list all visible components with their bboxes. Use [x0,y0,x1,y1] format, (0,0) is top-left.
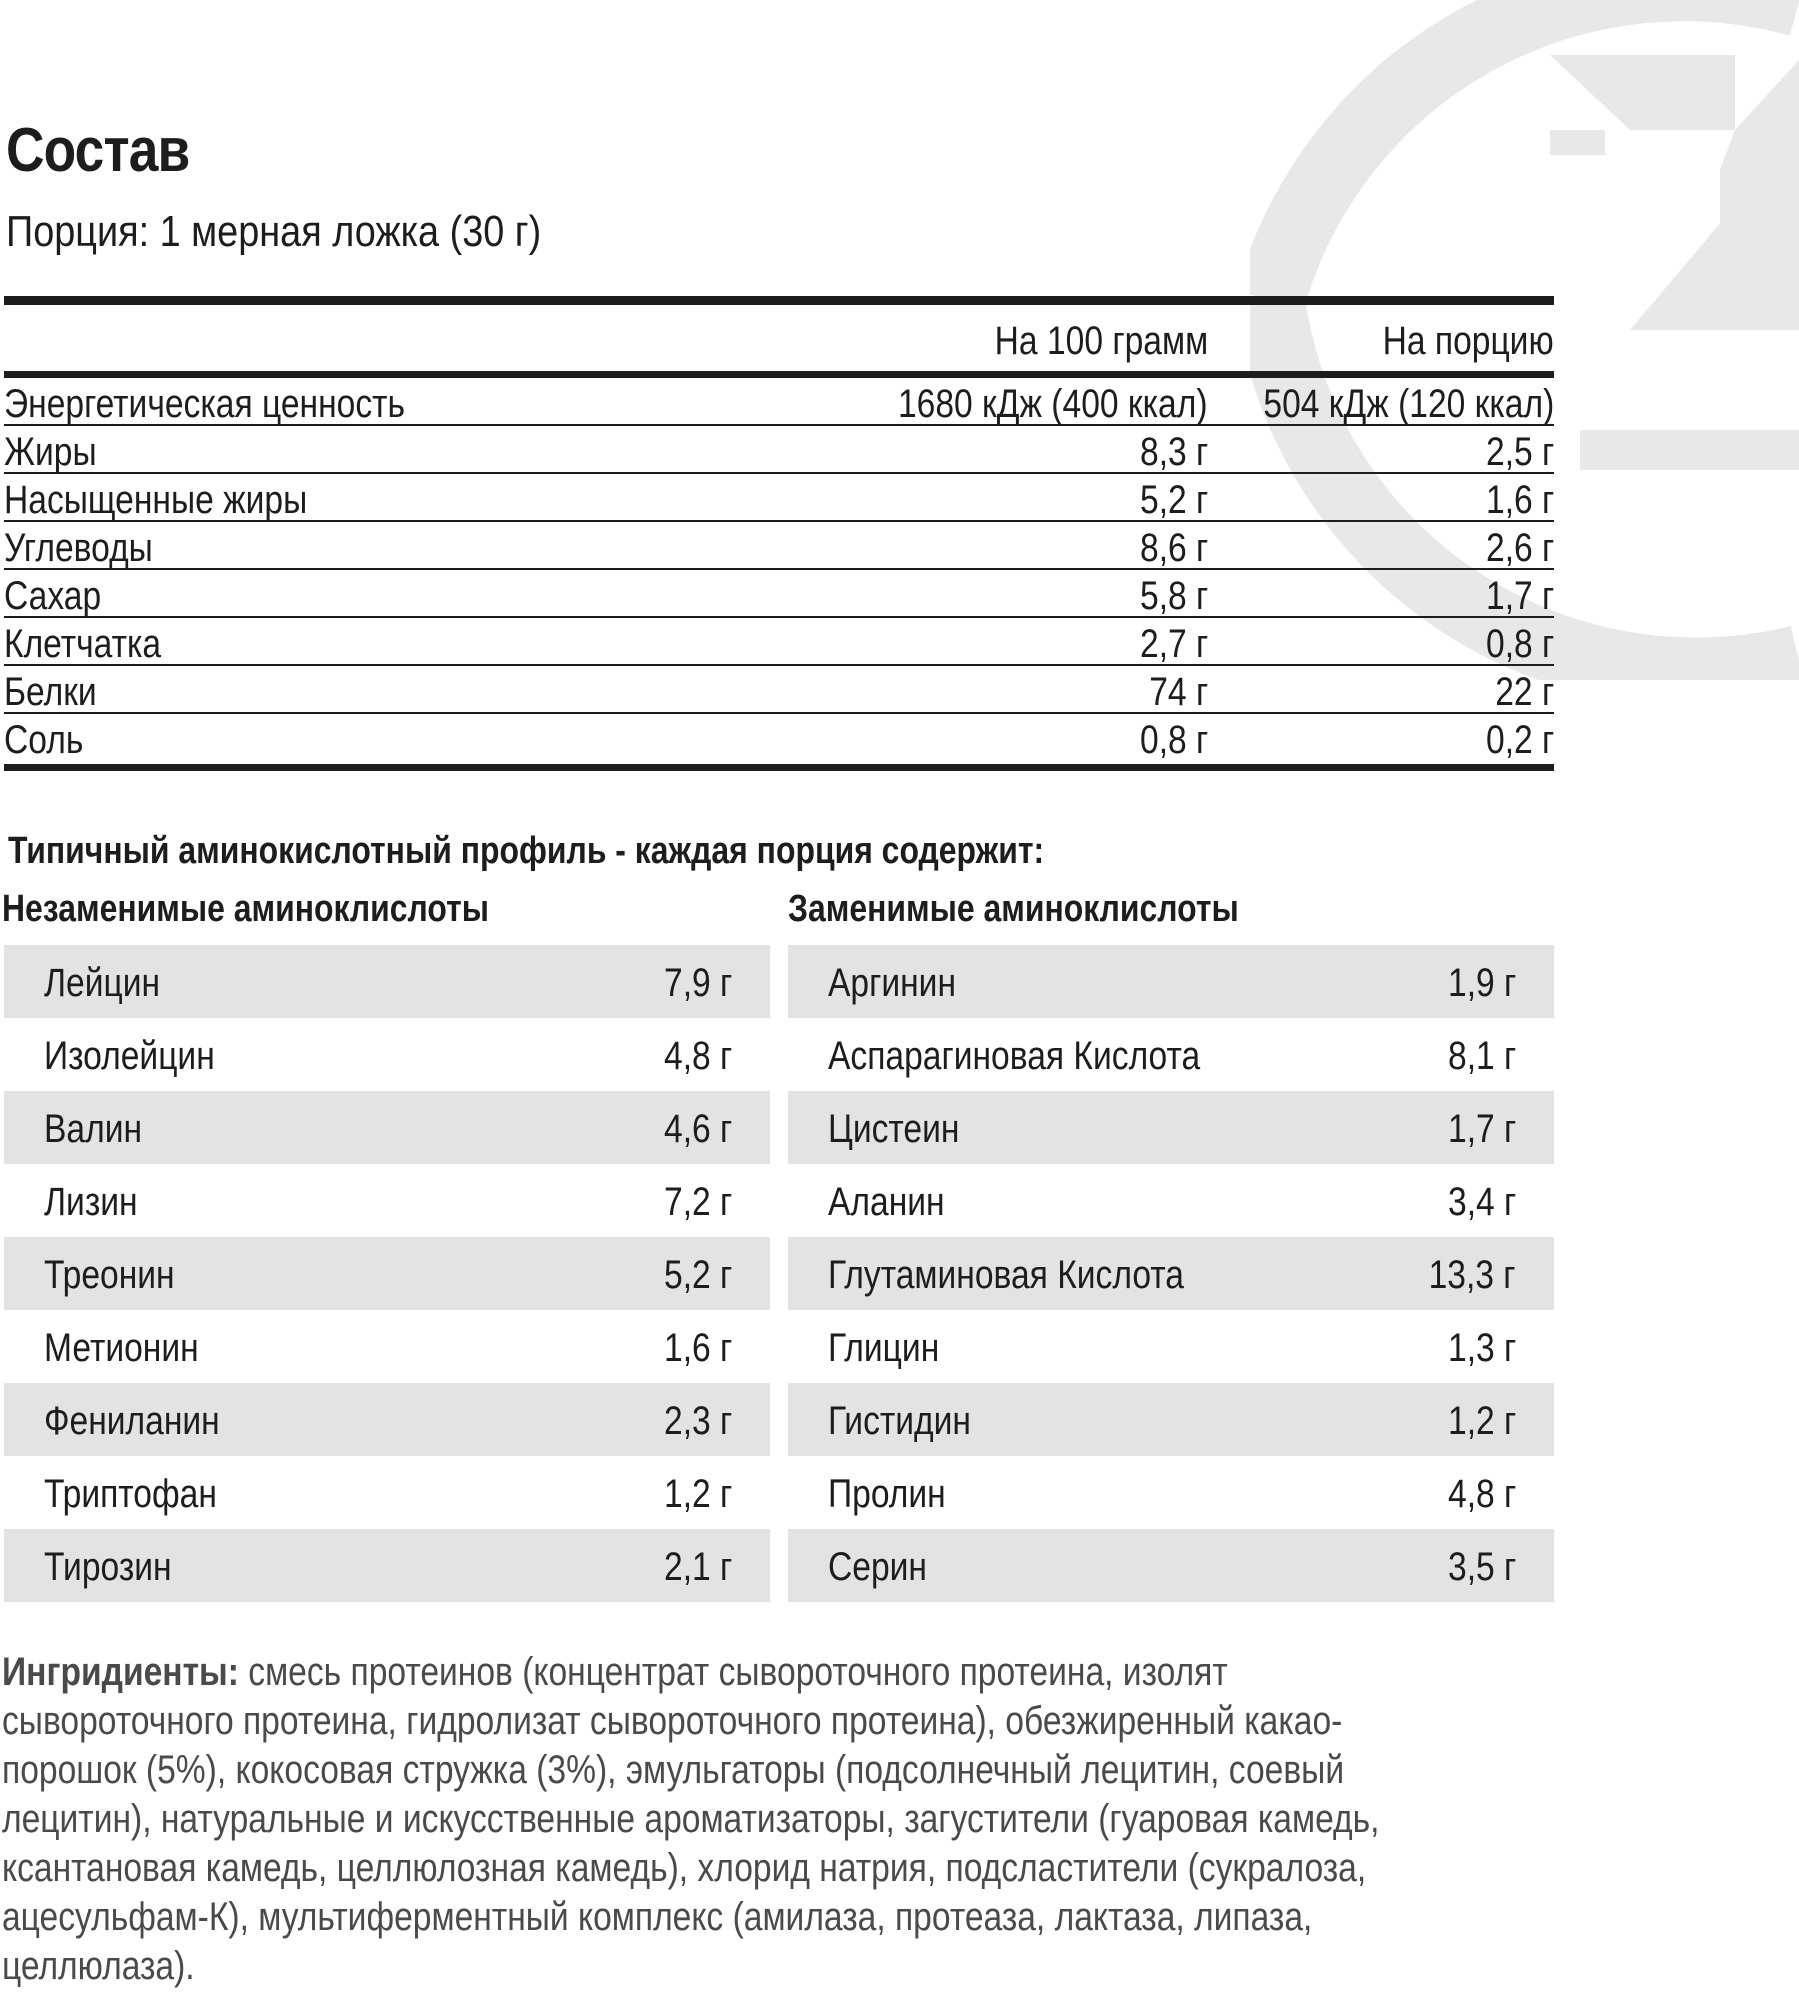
ingredients-text [2,1648,1430,1991]
amino-value: 7,2 г [663,1180,732,1224]
nutrition-row-fiber [4,618,1554,666]
amino-name: Аланин [828,1180,945,1224]
amino-value: 8,1 г [1447,1034,1516,1078]
amino-row [4,1091,770,1164]
nutrition-row-energy [4,378,1554,426]
nutrient-per-100g: 1680 кДж (400 ккал) [898,382,1208,426]
nutrient-per-100g: 8,6 г [1139,526,1208,570]
amino-value: 5,2 г [663,1253,732,1297]
nutrient-name: Насыщенные жиры [4,478,308,522]
amino-name: Фениланин [44,1399,220,1443]
ingredients-line: ксантановая камедь, целлюлозная камедь), хлорид натрия, подсластители (сукралоза, [2,1846,1367,1890]
amino-name: Валин [44,1107,143,1151]
amino-row [788,1091,1554,1164]
amino-row [4,1237,770,1310]
amino-row [788,945,1554,1018]
amino-value: 4,6 г [663,1107,732,1151]
essential-amino-heading: Незаменимые аминоклислоты [2,888,490,930]
nutrient-name: Углеводы [4,526,153,570]
essential-amino-table [4,945,770,1602]
amino-name: Метионин [44,1326,199,1370]
nonessential-amino-heading: Заменимые аминоклислоты [788,888,1239,930]
nutrient-per-serving: 22 г [1495,670,1554,714]
ingredients-line: смесь протеинов (концентрат сывороточного протеина, изолят [248,1650,1228,1694]
nutrient-per-serving: 2,6 г [1485,526,1554,570]
nutrient-per-serving: 1,7 г [1485,574,1554,618]
ingredients-label: Ингридиенты: [2,1650,239,1694]
amino-name: Серин [828,1545,927,1589]
amino-name: Пролин [828,1472,946,1516]
ingredients-line: порошок (5%), кокосовая стружка (3%), эмульгаторы (подсолнечный лецитин, соевый [2,1748,1345,1792]
nutrient-per-serving: 1,6 г [1485,478,1554,522]
amino-name: Цистеин [828,1107,960,1151]
table-top-rule [4,296,1554,305]
ingredients-line: сывороточного протеина, гидролизат сывороточного протеина), обезжиренный какао- [2,1699,1343,1743]
nutrition-row-salt [4,714,1554,771]
nutrition-row-protein [4,666,1554,714]
nutrition-row-fat [4,426,1554,474]
nutrition-table [4,296,1554,771]
amino-name: Треонин [44,1253,175,1297]
serving-size: Порция: 1 мерная ложка (30 г) [6,207,542,256]
amino-name: Аспарагиновая Кислота [828,1034,1201,1078]
nutrient-per-100g: 8,3 г [1139,430,1208,474]
amino-name: Лизин [44,1180,138,1224]
amino-name: Изолейцин [44,1034,215,1078]
amino-row [788,1164,1554,1237]
amino-row [4,1529,770,1602]
page-title: Состав [6,116,190,185]
amino-profile-title: Типичный аминокислотный профиль - каждая порция содержит: [8,830,1045,872]
nutrient-per-serving: 2,5 г [1485,430,1554,474]
amino-row [4,1018,770,1091]
amino-value: 3,5 г [1447,1545,1516,1589]
ingredients-line: целлюлаза). [2,1944,195,1988]
amino-row [4,945,770,1018]
nutrient-per-serving: 0,8 г [1485,622,1554,666]
nutrient-name: Соль [4,718,84,762]
amino-row [788,1018,1554,1091]
amino-name: Лейцин [44,961,161,1005]
nutrient-name: Энергетическая ценность [4,382,406,426]
amino-value: 7,9 г [663,961,732,1005]
amino-row [4,1456,770,1529]
amino-name: Триптофан [44,1472,217,1516]
nutrient-per-100g: 5,2 г [1139,478,1208,522]
amino-row [788,1456,1554,1529]
amino-value: 1,9 г [1447,961,1516,1005]
nonessential-amino-table [788,945,1554,1602]
amino-row [4,1310,770,1383]
amino-value: 1,2 г [1447,1399,1516,1443]
nutrient-per-100g: 74 г [1149,670,1208,714]
nutrition-row-saturated-fat [4,474,1554,522]
amino-value: 4,8 г [663,1034,732,1078]
header-per-100g: На 100 грамм [994,319,1208,363]
amino-name: Гистидин [828,1399,971,1443]
amino-name: Аргинин [828,961,957,1005]
nutrient-name: Клетчатка [4,622,162,666]
nutrient-name: Жиры [4,430,97,474]
ingredients-line: ацесульфам-К), мультиферментный комплекс (амилаза, протеаза, лактаза, липаза, [2,1895,1313,1939]
amino-value: 2,1 г [663,1545,732,1589]
nutrition-row-carbohydrates [4,522,1554,570]
amino-value: 13,3 г [1429,1253,1516,1297]
nutrient-name: Сахар [4,574,102,618]
amino-row [788,1529,1554,1602]
amino-value: 1,6 г [663,1326,732,1370]
amino-row [788,1237,1554,1310]
nutrition-row-sugar [4,570,1554,618]
ingredients-line: лецитин), натуральные и искусственные ароматизаторы, загустители (гуаровая камедь, [2,1797,1380,1841]
amino-value: 3,4 г [1447,1180,1516,1224]
amino-name: Глицин [828,1326,940,1370]
nutrient-per-serving: 504 кДж (120 ккал) [1263,382,1554,426]
nutrition-header-row [4,305,1554,378]
amino-value: 2,3 г [663,1399,732,1443]
amino-value: 1,3 г [1447,1326,1516,1370]
amino-value: 1,2 г [663,1472,732,1516]
amino-row [788,1310,1554,1383]
amino-row [788,1383,1554,1456]
nutrient-name: Белки [4,670,97,714]
amino-value: 4,8 г [1447,1472,1516,1516]
amino-value: 1,7 г [1447,1107,1516,1151]
amino-name: Глутаминовая Кислота [828,1253,1184,1297]
amino-row [4,1383,770,1456]
nutrient-per-serving: 0,2 г [1485,718,1554,762]
nutrient-per-100g: 5,8 г [1139,574,1208,618]
amino-row [4,1164,770,1237]
header-per-serving: На порцию [1382,319,1554,363]
nutrient-per-100g: 2,7 г [1139,622,1208,666]
amino-name: Тирозин [44,1545,172,1589]
nutrient-per-100g: 0,8 г [1139,718,1208,762]
